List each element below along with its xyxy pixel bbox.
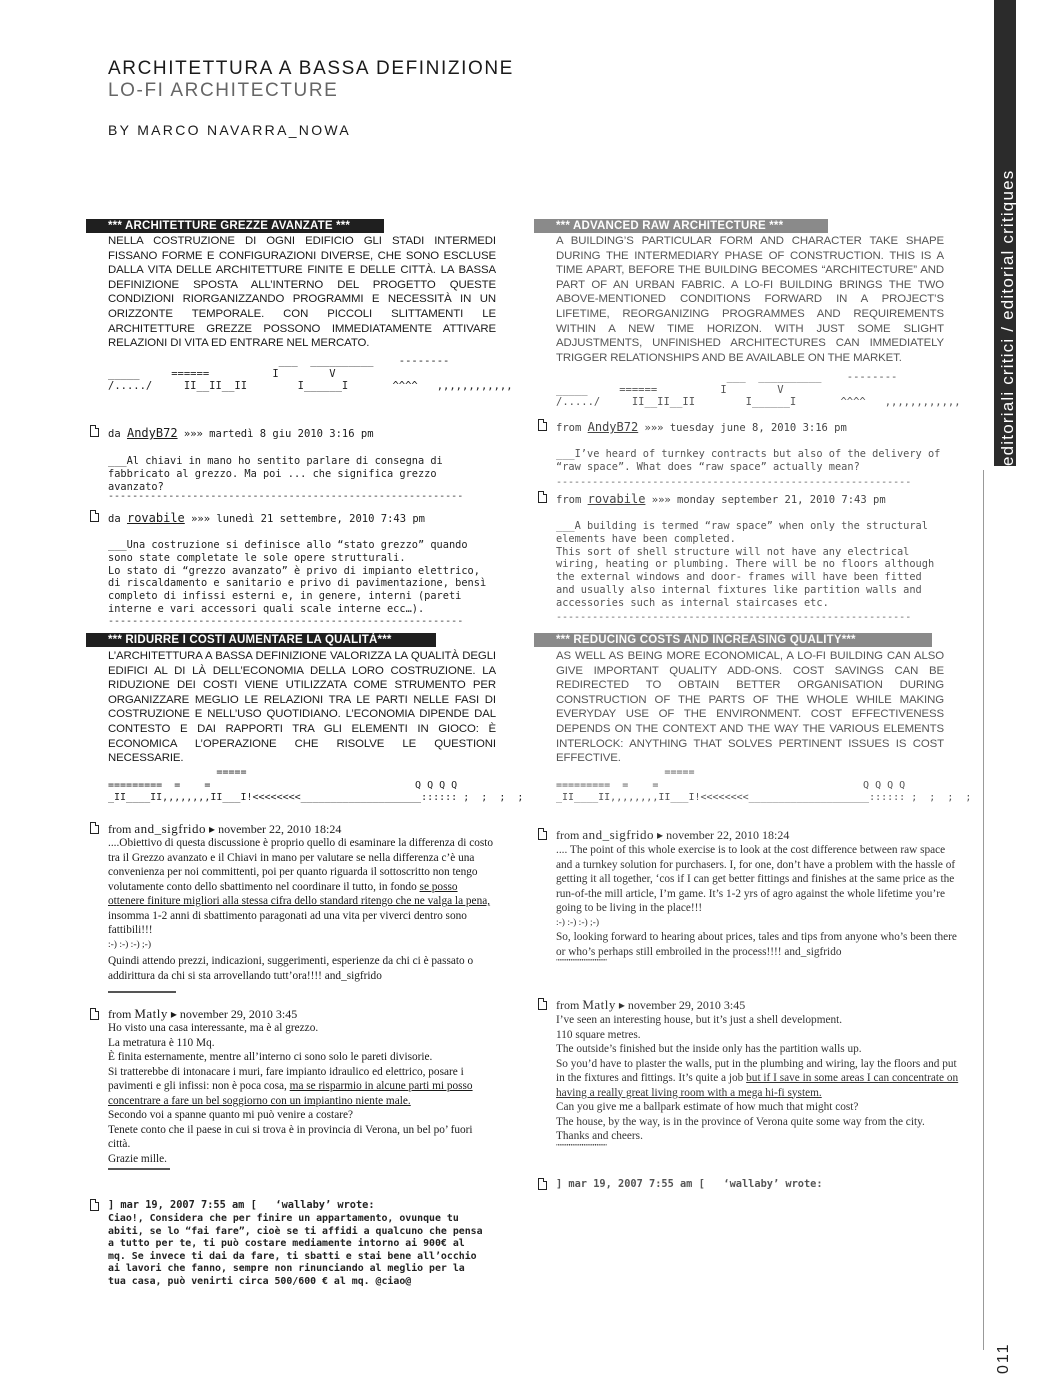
comment-icon [90,1199,99,1211]
title-italian: ARCHITETTURA A BASSA DEFINIZIONE [108,58,514,79]
comment-icon [90,822,99,834]
right-comment-1-header: from AndyB72 »»» tuesday june 8, 2010 3:16 pm [556,420,847,434]
comment-icon [90,1008,99,1020]
underline-rule [108,1168,170,1170]
right-comment-4-header: from Matly ▸ november 29, 2010 3:45 [556,997,746,1012]
right-heading-2: *** REDUCING COSTS AND INCREASING QUALITY*** [534,633,932,647]
left-comment-4-header: from Matly ▸ november 29, 2010 3:45 [108,1006,298,1021]
comment-author-link[interactable]: rovabile [126,511,185,525]
dashed-separator: ----------------------------------------------------------- [556,477,912,488]
left-comment-5-text: Ciao!, Considera che per finire un appartamento, ovunque tu abiti, se lo “fai fare”, cioè se ti affidi a qualcuno che pensa a tutto per te, ti può costare mediamente intorno ai 900€ al mq. Se invece ti dai da fare, ti sbatti e stai bene all’occhio ai lavori che fanno, sempre non rinunciando al meglio per la tua casa, può venirti circa 500/600 € al mq. @ciao@ [108,1213,489,1287]
comment-icon [538,1178,547,1190]
left-comment-3-text: ....Obiettivo di questa discussione è proprio quello di esaminare la differenza di costo tra il Grezzo avanzato e il Chiavi in mano per valutare se nella differenza c’è una convenienza per noi committenti, poi per quanto riguarda il sottoscritto non tengo volutamente conto dello sbattimento nel coordinare il tutto, in fondo se posso ottenere finiture migliori alla stessa cifra dello standard ritengo che ne valga la pena, insomma 1-2 anni di sbattimento paragonati ad una vita per viverci dentro sono fattibili!!! :-) :-) :-) ;-) Quindi attendo prezzi, indicazioni, suggerimenti, esperienze da chi ci è passato o addirittura da chi si sta arrovellando tutt’ora!!!! and_sigfrido [108,837,494,982]
right-comment-3-header: from and_sigfrido ▸ november 22, 2010 18:24 [556,827,790,842]
comment-author: Matly [134,1006,168,1021]
comment-author: and_sigfrido [134,821,207,836]
left-paragraph-1: NELLA COSTRUZIONE DI OGNI EDIFICIO GLI STADI INTERMEDI FISSANO FORME E CONFIGURAZIONI DIVERSE, CHE SONO ESCLUSE DALLA VITA DELLE ARCHITETTURE FINITE E DELLE CITTÀ. LA BASSA DEFINIZIONE SPOSTA ALL’INTERNO DEL PROGETTO QUESTE CONDIZIONI RIORGANIZZANDO PROGRAMMI E NECESSITÀ IN UN ORIZZONTE TEMPORALE. CON PICCOLI SLITTAMENTI LE ARCHITETTURE GREZZE POSSONO IMMEDIATAMENTE ATTIVARE RELAZIONI DI VITA ED ENTRARE NEL MERCATO. [108,235,496,350]
left-comment-1-header: da AndyB72 »»» martedì 8 giu 2010 3:16 pm [108,426,374,440]
right-comment-2-header: from rovabile »»» monday september 21, 2010 7:43 pm [556,492,886,506]
right-comment-1-text: ___I’ve heard of turnkey contracts but also of the delivery of “raw space”. What does “raw space” actually mean? [556,448,947,473]
sidebar-divider [983,470,984,1350]
right-ascii-art-1: ___ __________ -------- _____ ====== I V /...../ II__II__II I______I ^^^^ ,,,,,,,,,,,, [556,371,961,408]
comment-author: and_sigfrido [582,827,655,842]
comment-icon [538,491,547,503]
left-ascii-art-1: ___ __________ -------- _____ ====== I V /...../ II__II__II I______I ^^^^ ,,,,,,,,,,,, [108,355,513,392]
right-ascii-art-2: ===== ========= = = Q Q Q Q _II____II,,,,,,,,II___I!<<<<<<<<____________________:::::: ; ; ; ; [556,767,972,803]
left-heading-2: *** RIDURRE I COSTI AUMENTARE LA QUALITÀ*** [86,633,436,647]
right-paragraph-1: A BUILDING’S PARTICULAR FORM AND CHARACTER TAKE SHAPE DURING THE INTERMEDIARY PHASE OF CONSTRUCTION. THIS IS A TIME APART, BEFORE THE BUILDING BECOMES “ARCHITECTURE” AND PART OF AN URBAN FABRIC. A LO-FI BUILDING BRINGS THE TWO ABOVE-MENTIONED CONDITIONS FORWARD IN A PROJECT’S LIFETIME, REORGANIZING PROGRAMMES AND REQUIREMENTS WITHIN A NEW TIME HORIZON. WITH JUST SOME SLIGHT ADJUSTMENTS, UNFINISHED ARCHITECTURES CAN IMMEDIATELY TRIGGER RELATIONSHIPS AND BE AVAILABLE ON THE MARKET. [556,235,944,364]
comment-author-link[interactable]: AndyB72 [126,426,178,440]
comment-icon [538,998,547,1010]
dashed-separator: ----------------------------------------------------------- [108,491,464,502]
right-comment-2-text: ___A building is termed “raw space” when only the structural elements have been completed. This sort of shell structure will not have any electrical wiring, heating or plumbing. There will be no floors although the external windows and door- frames will have been fitted and usually also internal fixtures like partition walls and accessories such as internal staircases etc. [556,520,935,609]
right-comment-5-header: ] mar 19, 2007 7:55 am [ ‘wallaby’ wrote: [556,1178,823,1190]
left-comment-2-text: ___Una costruzione si definisce allo “stato grezzo” quando sono state completate le sole opere strutturali. Lo stato di “grezzo avanzato” è privo di impianto elettrico, di riscaldamento e sanitario e privo di pavimentazione, bensì completo di infissi esterni e, in genere, interni (pareti interne e vari accessori quali scale interne ecc…). [108,539,487,615]
right-paragraph-2: AS WELL AS BEING MORE ECONOMICAL, A LO-FI BUILDING CAN ALSO GIVE IMPORTANT QUALITY ADD-ONS. COST SAVINGS CAN BE REDIRECTED TO OBTAIN BETTER ORGANISATION DURING CONSTRUCTION OF THE PARTS OF THE WHOLE WHILE MAKING EVERYDAY USE OF THE ENVIRONMENT. COST EFFECTIVENESS DEPENDS ON THE CONTEXT AND THE WAY THE VARIOUS ELEMENTS INTERLOCK: ANYTHING THAT SOLVES PERTINENT ISSUES IS COST EFFECTIVE. [556,650,944,765]
comment-icon [538,419,547,431]
comment-author: Matly [582,997,616,1012]
underline-rule [108,991,176,993]
left-comment-4-text: Ho visto una casa interessante, ma è al grezzo. La metratura è 110 Mq. È finita esternamente, mentre all’interno ci sono solo le pareti divisorie. Si tratterebbe di intonacare i muri, fare impianto idraulico ed elettrico, posare i pavimenti e gli infissi: non è poca cosa, ma se risparmio in alcune parti mi posso concentrare a fare un bel soggiorno con un impiantino niente male. Secondo voi a spanne quanto mi può venire a costare? Tenete conto che il paese in cui si trova è in provincia di Verona, un bel po’ fuori città. Grazie mille. [108,1022,473,1165]
author-line: BY MARCO NAVARRA_NOWA [108,122,352,138]
comment-author-link[interactable]: AndyB72 [587,420,639,434]
left-comment-2-header: da rovabile »»» lunedì 21 settembre, 2010 7:43 pm [108,511,426,525]
comment-icon [538,828,547,840]
title-english: LO-FI ARCHITECTURE [108,80,339,101]
dashed-separator: ----------------------------------------------------------- [108,616,464,627]
right-heading-1: *** ADVANCED RAW ARCHITECTURE *** [534,219,828,233]
dashed-separator: ----------------------------------------------------------- [556,612,912,623]
left-comment-3-header: from and_sigfrido ▸ november 22, 2010 18:24 [108,821,342,836]
right-comment-3-text: .... The point of this whole exercise is to look at the cost difference between raw space and a turnkey solution for purchasers. I, for one, don’t have a problem with the hassle of getting it all together, ‘cos if I can get better fittings and finishes at the same price as the run-of-the mill article, I’m game. It’s 1-2 yrs of agro against the whole lifetime you’re going to be living in the place!!! :-) :-) :-) ;-) So, looking forward to hearing about prices, tales and tips from anyone who’s been there or who’s perhaps still embroiled in the process!!!! and_sigfrido """"""""""""""""""""""""""" [556,844,957,966]
comment-icon [90,510,99,522]
comment-author-link[interactable]: rovabile [587,492,646,506]
left-comment-1-text: ___Al chiavi in mano ho sentito parlare di consegna di fabbricato al grezzo. Ma poi ... che significa grezzo avanzato? [108,455,449,493]
left-ascii-art-2: ===== ========= = = Q Q Q Q _II____II,,,,,,,,II___I!<<<<<<<<____________________:::::: ; ; ; ; [108,767,524,803]
comment-icon [90,425,99,437]
left-comment-5-header: ] mar 19, 2007 7:55 am [ ‘wallaby’ wrote: [108,1199,375,1211]
right-comment-4-text: I’ve seen an interesting house, but it’s just a shell development. 110 square metres. The outside’s finished but the inside only has the partition walls up. So you’d have to plaster the walls, put in the plumbing and wiring, lay the floors and put in the fixtures and fittings. It’s quite a job but if I save in some areas I can concentrate on having a really great living room with a mega hi-fi system. Can you give me a ballpark estimate of how much that might cost? The house, by the way, is in the province of Verona quite some way from the city. Thanks and cheers. """"""""""""""""""""""""""" [556,1014,959,1151]
left-heading-1: *** ARCHITETTURE GREZZE AVANZATE *** [86,219,384,233]
left-paragraph-2: L’ARCHITETTURA A BASSA DEFINIZIONE VALORIZZA LA QUALITÀ DEGLI EDIFICI AL DI LÀ DELL’ECONOMIA DELLA LORO COSTRUZIONE. LA RIDUZIONE DEI COSTI VIENE UTILIZZATA COME STRUMENTO PER ORGANIZZARE MEGLIO LE RELAZIONI TRA LE PARTI NELLE FASI DI COSTRUZIONE E NELL’USO QUOTIDIANO. L’ECONOMIA DIPENDE DAL CONTESTO E DAI RAPPORTI TRA GLI ELEMENTI IN GIOCO: È ECONOMICA L’OPERAZIONE CHE RISOLVE LE QUESTIONI NECESSARIE. [108,650,496,765]
